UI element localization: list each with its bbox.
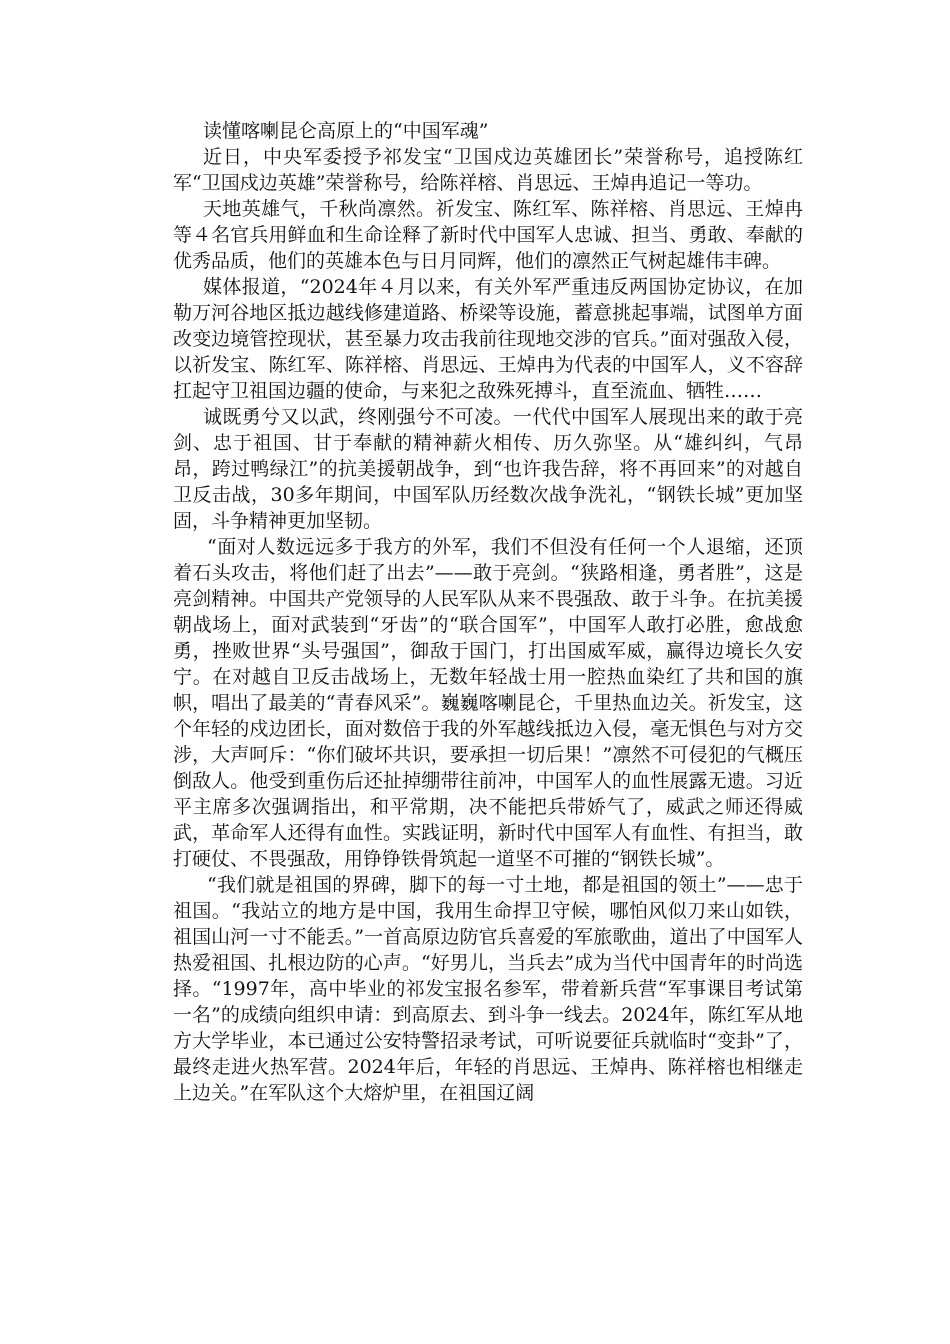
paragraph-spirit: 诚既勇兮又以武，终刚强兮不可凌。一代代中国军人展现出来的敢于亮剑、忠于祖国、甘于奉献的精神薪火相传、历久弥坚。从“雄纠纠，气昂昂，跨过鸭绿江”的抗美援朝战争，到“也许我告辞，将不再回来”的对越自卫反击战，30多年期间，中国军队历经数次战争洗礼，“钢铁长城”更加坚固，斗争精神更加坚韧。 (173, 406, 803, 532)
paragraph-honors: 近日，中央军委授予祁发宝“卫国戍边英雄团长”荣誉称号，追授陈红军“卫国戍边英雄”荣誉称号，给陈祥榕、肖思远、王焯冉追记一等功。 (173, 146, 803, 194)
document-body (173, 118, 803, 1106)
paragraph-dare-to-fight: “面对人数远远多于我方的外军，我们不但没有任何一个人退缩，还顶着石头攻击，将他们赶了出去”——敢于亮剑。“狭路相逢，勇者胜”，这是亮剑精神。中国共产党领导的人民军队从来不畏强敌、敢于斗争。在抗美援朝战场上，面对武装到“牙齿”的“联合国军”，中国军人敢打必胜，愈战愈勇，挫败世界“头号强国”，御敌于国门，打出国威军威，赢得边境长久安宁。在对越自卫反击战场上，无数年轻战士用一腔热血染红了共和国的旗帜，唱出了最美的“青春风采”。巍巍喀喇昆仑，千里热血边关。祈发宝，这个年轻的戍边团长，面对数倍于我的外军越线抵边入侵，毫无惧色与对方交涉，大声呵斥：“你们破坏共识，要承担一切后果！”凛然不可侵犯的气概压倒敌人。他受到重伤后还扯掉绷带往前冲，中国军人的血性展露无遗。习近平主席多次强调指出，和平常期，决不能把兵带娇气了，威武之师还得威武，革命军人还得有血性。实践证明，新时代中国军人有血性、有担当，敢打硬仗、不畏强敌，用铮铮铁骨筑起一道坚不可摧的“钢铁长城”。 (173, 536, 803, 870)
paragraph-media-report: 媒体报道，“2024年４月以来，有关外军严重违反两国协定协议，在加勒万河谷地区抵边越线修建道路、桥梁等设施，蓄意挑起事端，试图单方面改变边境管控现状，甚至暴力攻击我前往现地交涉的官兵。”面对强敌入侵，以祈发宝、陈红军、陈祥榕、肖思远、王焯冉为代表的中国军人，义不容辞扛起守卫祖国边疆的使命，与来犯之敌殊死搏斗，直至流血、牺牲…… (173, 276, 803, 402)
paragraph-loyal-to-country: “我们就是祖国的界碑，脚下的每一寸土地，都是祖国的领土”——忠于祖国。“我站立的地方是中国，我用生命捍卫守候，哪怕风似刀来山如铁，祖国山河一寸不能丢。”一首高原边防官兵喜爱的军旅歌曲，道出了中国军人热爱祖国、扎根边防的心声。“好男儿，当兵去”成为当代中国青年的时尚选择。“1997年，高中毕业的祁发宝报名参军，带着新兵营“军事课目考试第一名”的成绩向组织申请：到高原去、到斗争一线去。2024年，陈红军从地方大学毕业，本已通过公安特警招录考试，可听说要征兵就临时“变卦”了，最终走进火热军营。2024年后，年轻的肖思远、王焯冉、陈祥榕也相继走上边关。”在军队这个大熔炉里，在祖国辽阔 (173, 874, 803, 1104)
paragraph-heroes: 天地英雄气，千秋尚凛然。祈发宝、陈红军、陈祥榕、肖思远、王焯冉等４名官兵用鲜血和生命诠释了新时代中国军人忠诚、担当、勇敢、奉献的优秀品质，他们的英雄本色与日月同辉，他们的凛然正气树起雄伟丰碑。 (173, 198, 803, 272)
document-title: 读懂喀喇昆仑高原上的“中国军魂” (203, 120, 489, 142)
